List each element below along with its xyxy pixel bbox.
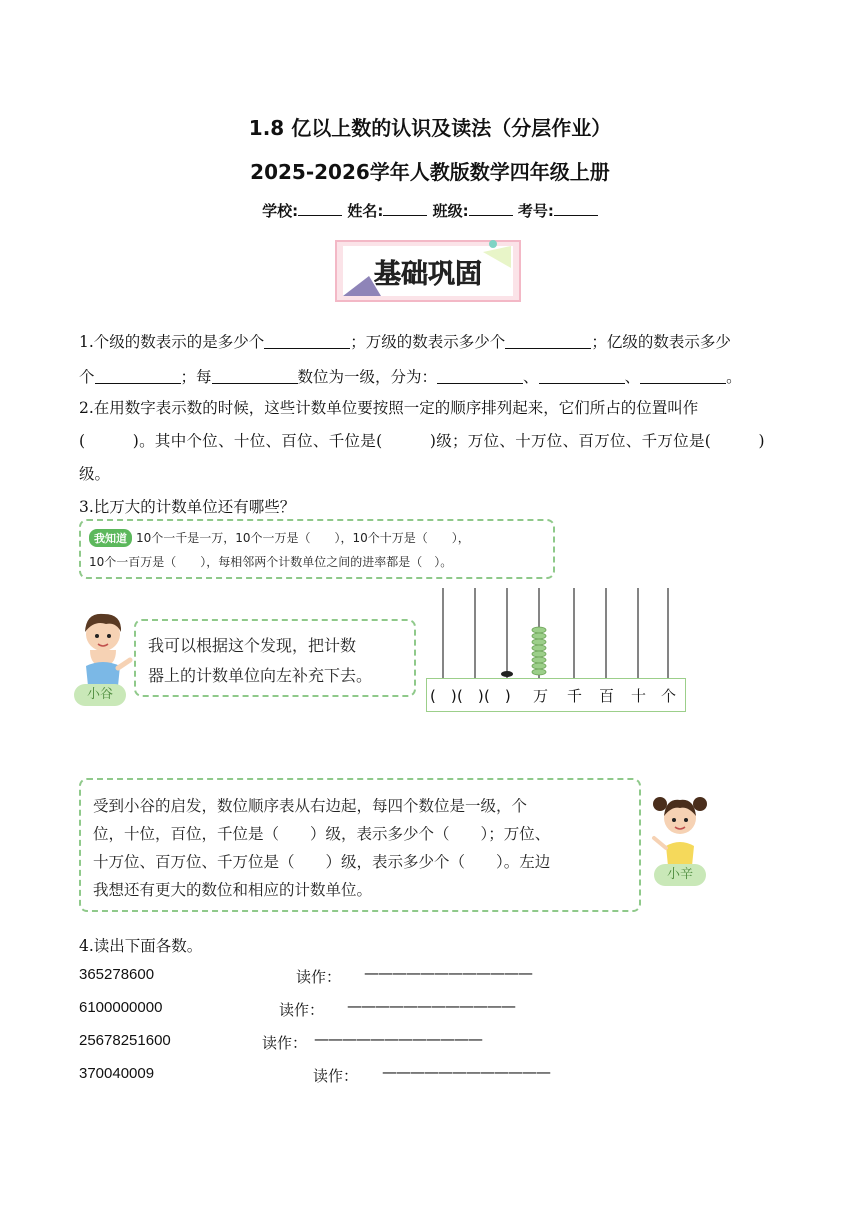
- xiaogu-speech-line-1: 我可以根据这个发现，把计数: [148, 636, 357, 655]
- girl-illustration-icon: [648, 790, 712, 868]
- section-banner: [333, 238, 523, 304]
- q4-number-1: 365278600: [79, 966, 155, 983]
- xiaoxin-line-4: 我想还有更大的数位和相应的计数单位。: [93, 881, 373, 899]
- q4-read-label-3: 读作：: [262, 1034, 308, 1052]
- abacus-label: 十: [631, 687, 647, 705]
- banner-text: 基础巩固: [374, 259, 482, 290]
- abacus-label: 万: [533, 687, 549, 705]
- xiaoxin-line-2: 位，十位，百位，千位是（ ）级，表示多少个（ ）；万位、: [93, 825, 551, 843]
- q4-answer-blank-1[interactable]: ————————————: [364, 964, 532, 982]
- q1-text-e: ；每: [180, 368, 212, 386]
- exam-number-label: 考号:: [517, 202, 554, 220]
- xiaogu-character: [72, 604, 134, 708]
- q1-text-b: ；万级的数表示多少个: [350, 333, 506, 351]
- knowledge-line-2: 10个一百万是（ ），每相邻两个计数单位之间的进率都是（ ）。: [89, 555, 453, 569]
- q4-number-3: 25678251600: [79, 1032, 171, 1049]
- school-label: 学校:: [262, 202, 299, 220]
- abacus-label: ( ): [484, 687, 511, 705]
- document-subtitle: 2025-2026学年人教版数学四年级上册: [250, 160, 610, 184]
- q1-blank-2[interactable]: [505, 332, 591, 349]
- question-1-line-2: [79, 365, 742, 387]
- question-2-line-1: 2.在用数字表示数的时候，这些计数单位要按照一定的顺序排列起来，它们所占的位置叫作: [79, 399, 699, 417]
- q4-answer-blank-2[interactable]: ————————————: [347, 997, 515, 1015]
- q4-answer-blank-4[interactable]: ————————————: [382, 1063, 550, 1081]
- q4-answer-blank-3[interactable]: ————————————: [314, 1030, 482, 1048]
- q1-blank-6[interactable]: [539, 367, 625, 384]
- school-blank[interactable]: [298, 201, 342, 216]
- question-2-line-2: ( )。其中个位、十位、百位、千位是( )级；万位、十万位、百万位、千万位是( ): [79, 432, 765, 450]
- name-blank[interactable]: [383, 201, 427, 216]
- question-1-line-1: [79, 330, 731, 352]
- xiaogu-name-tag: 小谷: [74, 684, 126, 706]
- question-4-label: 4.读出下面各数。: [79, 937, 203, 955]
- knowledge-line-1: [89, 529, 470, 547]
- xiaoxin-character: [648, 790, 712, 890]
- xiaogu-speech-line-2: 器上的计数单位向左补充下去。: [148, 666, 373, 685]
- q1-text-f: 数位为一级，分为：: [297, 368, 438, 386]
- q1-text-i: 。: [726, 368, 742, 386]
- q4-number-2: 6100000000: [79, 999, 163, 1016]
- counting-abacus: [426, 586, 688, 722]
- exam-number-blank[interactable]: [554, 201, 598, 216]
- knowledge-text-1: 10个一千是一万，10个一万是（ ），10个十万是（ ），: [136, 531, 470, 545]
- q4-read-label-2: 读作：: [279, 1001, 325, 1019]
- abacus-label: 千: [567, 687, 583, 705]
- abacus-label: 个: [661, 687, 677, 705]
- question-2-line-3: 级。: [79, 465, 111, 483]
- xiaoxin-line-3: 十万位、百万位、千万位是（ ）级，表示多少个（ ）。左边: [93, 853, 551, 871]
- q1-text-c: ；亿级的数表示多少: [591, 333, 731, 351]
- abacus-label: ( ): [430, 687, 457, 705]
- knowledge-tag: 我知道: [89, 529, 132, 547]
- q1-text-g: 、: [523, 368, 539, 386]
- question-3-label: 3.比万大的计数单位还有哪些？: [79, 498, 296, 516]
- document-title: 1.8 亿以上数的认识及读法（分层作业）: [248, 116, 612, 140]
- abacus-label-strip: [426, 678, 686, 712]
- abacus-label: ( ): [457, 687, 484, 705]
- class-blank[interactable]: [469, 201, 513, 216]
- q1-blank-7[interactable]: [640, 367, 726, 384]
- abacus-rods: [426, 586, 688, 678]
- q4-read-label-1: 读作：: [296, 968, 342, 986]
- q1-blank-1[interactable]: [264, 332, 350, 349]
- q1-blank-3[interactable]: [95, 367, 181, 384]
- xiaoxin-line-1: 受到小谷的启发，数位顺序表从右边起，每四个数位是一级，个: [93, 797, 528, 815]
- q1-text-h: 、: [624, 368, 641, 386]
- q4-number-4: 370040009: [79, 1065, 155, 1082]
- q1-blank-5[interactable]: [437, 367, 523, 384]
- xiaoxin-speech-box: [79, 778, 641, 912]
- xiaogu-speech-bubble: [134, 619, 416, 697]
- class-label: 班级:: [432, 202, 469, 220]
- abacus-label: 百: [599, 687, 615, 705]
- q1-text-d: 个: [79, 368, 95, 386]
- student-info-line: [0, 200, 860, 221]
- q1-blank-4[interactable]: [212, 367, 298, 384]
- xiaoxin-name-tag: 小辛: [654, 864, 706, 886]
- q4-read-label-4: 读作：: [313, 1067, 359, 1085]
- q1-text-a: 1.个级的数表示的是多少个: [79, 333, 265, 351]
- name-label: 姓名:: [347, 202, 384, 220]
- knowledge-box: [79, 519, 555, 579]
